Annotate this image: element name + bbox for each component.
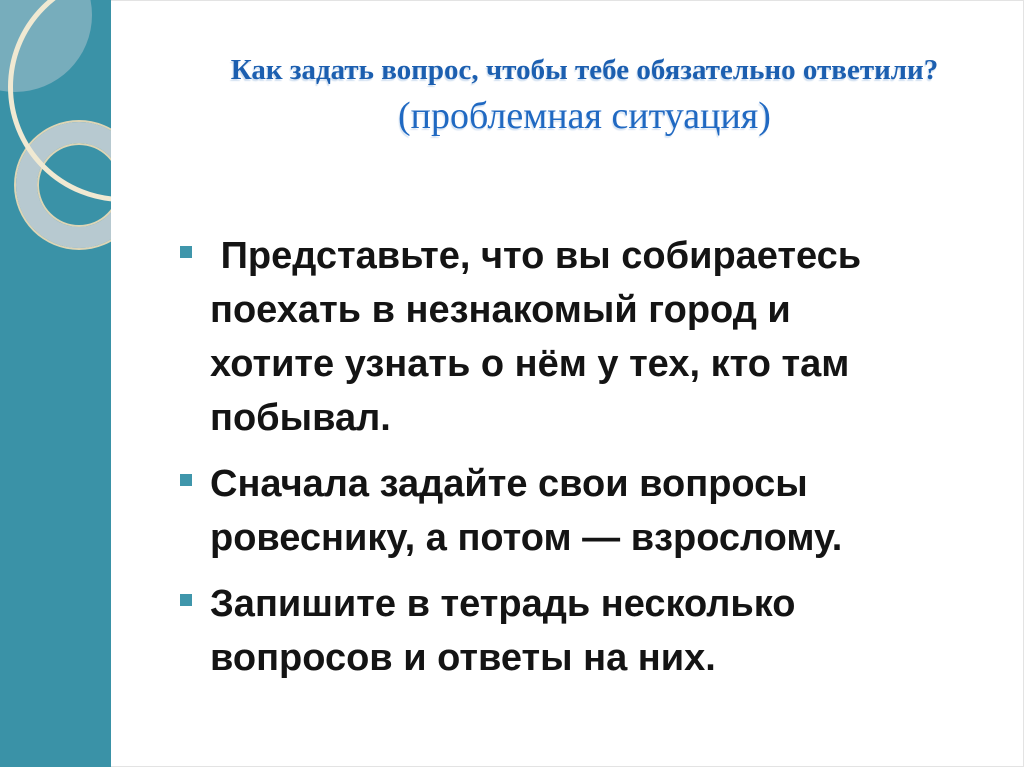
bullet-text: Запишите в тетрадь несколько вопросов и ответы на них. — [210, 583, 807, 679]
list-item — [180, 457, 910, 565]
decorative-sidebar — [0, 0, 111, 767]
bullet-square-icon — [180, 474, 192, 486]
list-item — [180, 229, 910, 445]
bullet-square-icon — [180, 246, 192, 258]
bullet-list — [180, 229, 910, 685]
slide-content — [111, 0, 1024, 767]
slide-title — [111, 0, 1024, 139]
list-item — [180, 577, 910, 685]
title-line-1: Как задать вопрос, чтобы тебе обязательно ответили? — [230, 54, 939, 86]
bullet-square-icon — [180, 594, 192, 606]
bullet-text: Сначала задайте свои вопросы ровеснику, а потом — взрослому. — [210, 463, 843, 559]
title-line-2: (проблемная ситуация) — [398, 95, 771, 137]
bullet-text: Представьте, что вы собираетесь поехать в незнакомый город и хотите узнать о нём у тех, кто там побывал. — [210, 235, 872, 439]
